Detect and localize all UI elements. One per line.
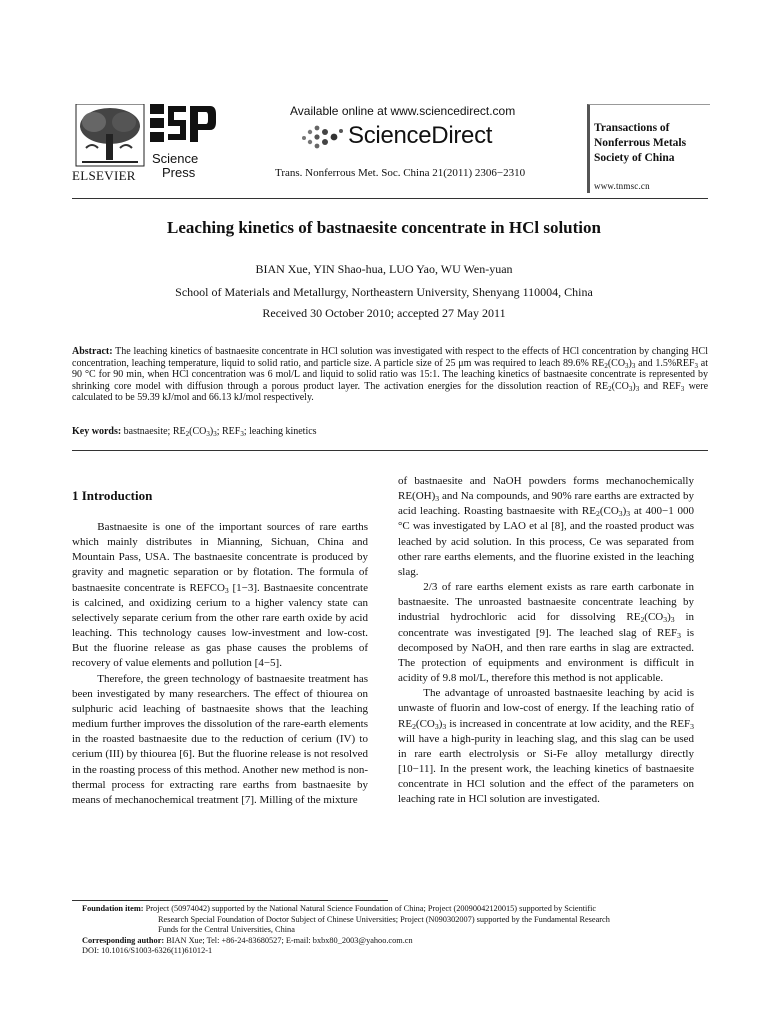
journal-name: Transactions of Nonferrous Metals Society of China	[594, 122, 687, 164]
journal-citation: Trans. Nonferrous Met. Soc. China 21(2011) 2306−2310	[275, 167, 526, 179]
sciencedirect-name: ScienceDirect	[348, 122, 493, 149]
received-dates: Received 30 October 2010; accepted 27 May 2011	[262, 306, 506, 320]
paragraph: Therefore, the green technology of bastnaesite treatment has been investigated by many researchers. The effect of thiourea on sulphuric acid leaching of bastnaesite shows that the leaching medium further improves the dissolution of the rare-earth elements in the roasted bastnaesite due to the reduction of cerium (IV) to cerium (III) by thiourea [6]. But the fluorine release is not resolved in the roasting process of this method. Another new method is non-thermal process for extracting rare earths from bastnaesite by means of mechanochemical treatment [7]. Milling of the mixture	[72, 672, 368, 806]
science-press-mark-icon	[150, 104, 216, 150]
paragraph: 2/3 of rare earths element exists as rare earth carbonate in bastnaesite. The unroasted bastnaesite concentrate leaching by industrial hydrochloric acid for dissolving $RE_2(CO_3)_3$ in concentrate was investigated [9]. The leached slag of $REF_3$ is decomposed by NaOH, and then rare earths in slag are extracted. The protection of equipments and environment is difficult in acidity of 9.8 mol/L, therefore this method is not applicable.	[398, 581, 694, 685]
science-press-label: Science Press	[152, 151, 199, 180]
abstract: Abstract: The leaching kinetics of bastnaesite concentrate in HCl solution was investigated with respect to the effects of HCl concentration by changing HCl concentration, leaching temperature, liquid to solid ratio, and particle size. A particle size of 25 μm was required to leach 89.6% $RE_2(CO_3)_3$ and $1.5\%REF_3$ at 90 °C for 90 min, when HCl concentration was 6 mol/L and liquid to solid ratio was 15:1. The leaching kinetics of bastnaesite concentrate is represented by shrinking core model with diffusion through a porous product layer. The activation energies for the dissolution reaction of $RE_2(CO_3)_3$ and $REF_3$ were calculated to be 59.39 kJ/mol and 66.13 kJ/mol respectively.	[72, 346, 709, 404]
paragraph: Bastnaesite is one of the important sources of rare earths which mainly distributes in Mianning, Sichuan, China and Mountain Pass, USA. The bastnaesite concentrate is produced by gravity and magnetic separation or by flotation. The formula of bastnaesite concentrate is $REFCO_3$ [1−3]. Bastnaesite concentrate is calcined, and oxidizing cerium to a higher valency state can selectively separate cerium from the other rare earth oxide by acid leaching. This technology causes low-investment and low-cost. But the fluorine release as gas phase causes the problems of recovery of value elements and pollution [4−5].	[72, 521, 368, 670]
paragraph: The advantage of unroasted bastnaesite leaching by acid is unwaste of fluorin and low-cost of energy. If the leaching ratio of $RE_2(CO_3)_3$ is increased in concentrate at low acidity, and the $REF_3$ will have a high-purity in leaching slag, and this slag can be used in rare earth electrolysis or Si-Fe alloy metallurgy directly [10−11]. In the present work, the leaching kinetics of bastnaesite concentrate in HCl solution and the effect of the parameters on leaching rate in HCl solution are investigated.	[398, 687, 694, 806]
sciencedirect-logo	[300, 120, 530, 156]
foundation-note: Foundation item: Project (50974042) supported by the National Natural Science Foundation of China; Project (20090042120015) supported by Scientific	[82, 904, 597, 913]
sciencedirect-dots-icon	[300, 124, 344, 150]
elsevier-logo	[72, 104, 148, 183]
affiliation: School of Materials and Metallurgy, Northeastern University, Shenyang 110004, China	[175, 285, 593, 299]
footnote-divider	[72, 900, 388, 901]
journal-logo-box	[587, 104, 710, 193]
footnotes: Foundation item: Project (50974042) supported by the National Natural Science Foundation of China; Project (20090042120015) supported by Scientific Research Special Foundation of Doctor Subject of Chinese Universities; Project (N090302007) supported by the Fundamental Research Funds for the Central Universities, China Corresponding author: BIAN Xue; Tel: +86-24-83680527; E-mail: bxbx80_2003@yahoo.com.cn DOI: 10.1016/S1003-6326(11)61012-1	[82, 904, 708, 957]
science-press-logo	[150, 104, 216, 182]
elsevier-tree-icon	[72, 104, 148, 170]
paragraph: of bastnaesite and NaOH powders forms mechanochemically $RE(OH)_3$ and Na compounds, and 90% rare earths are extracted by acid leaching. Roasting bastnaesite with $RE_2(CO_3)_3$ at 400−1 000 °C was investigated by LAO et al [8], and the roasted product was leached by acid solution. In this process, Ce was separated from other rare earths elements, and the fluorine existed in the leaching slag.	[398, 475, 694, 578]
elsevier-label: ELSEVIER	[72, 168, 136, 183]
header-divider	[72, 198, 708, 199]
journal-url[interactable]: www.tnmsc.cn	[594, 181, 650, 191]
right-column	[398, 474, 694, 807]
keywords-label: Key words:	[72, 426, 122, 437]
corresponding-author-note: Corresponding author: BIAN Xue; Tel: +86-24-83680527; E-mail: bxbx80_2003@yahoo.com.cn	[82, 935, 413, 945]
author-list: BIAN Xue, YIN Shao-hua, LUO Yao, WU Wen-yuan	[255, 262, 513, 276]
available-online-text: Available online at www.sciencedirect.com	[290, 104, 516, 118]
section-heading: 1 Introduction	[72, 488, 153, 503]
abstract-divider	[72, 450, 708, 451]
abstract-label: Abstract:	[72, 346, 113, 357]
left-column	[72, 520, 368, 808]
keywords: Key words: bastnaesite; $RE_2(CO_3)_3$; $REF_3$; leaching kinetics	[72, 426, 317, 438]
article-title: Leaching kinetics of bastnaesite concentrate in HCl solution	[167, 218, 601, 237]
doi[interactable]: DOI: 10.1016/S1003-6326(11)61012-1	[82, 946, 213, 955]
